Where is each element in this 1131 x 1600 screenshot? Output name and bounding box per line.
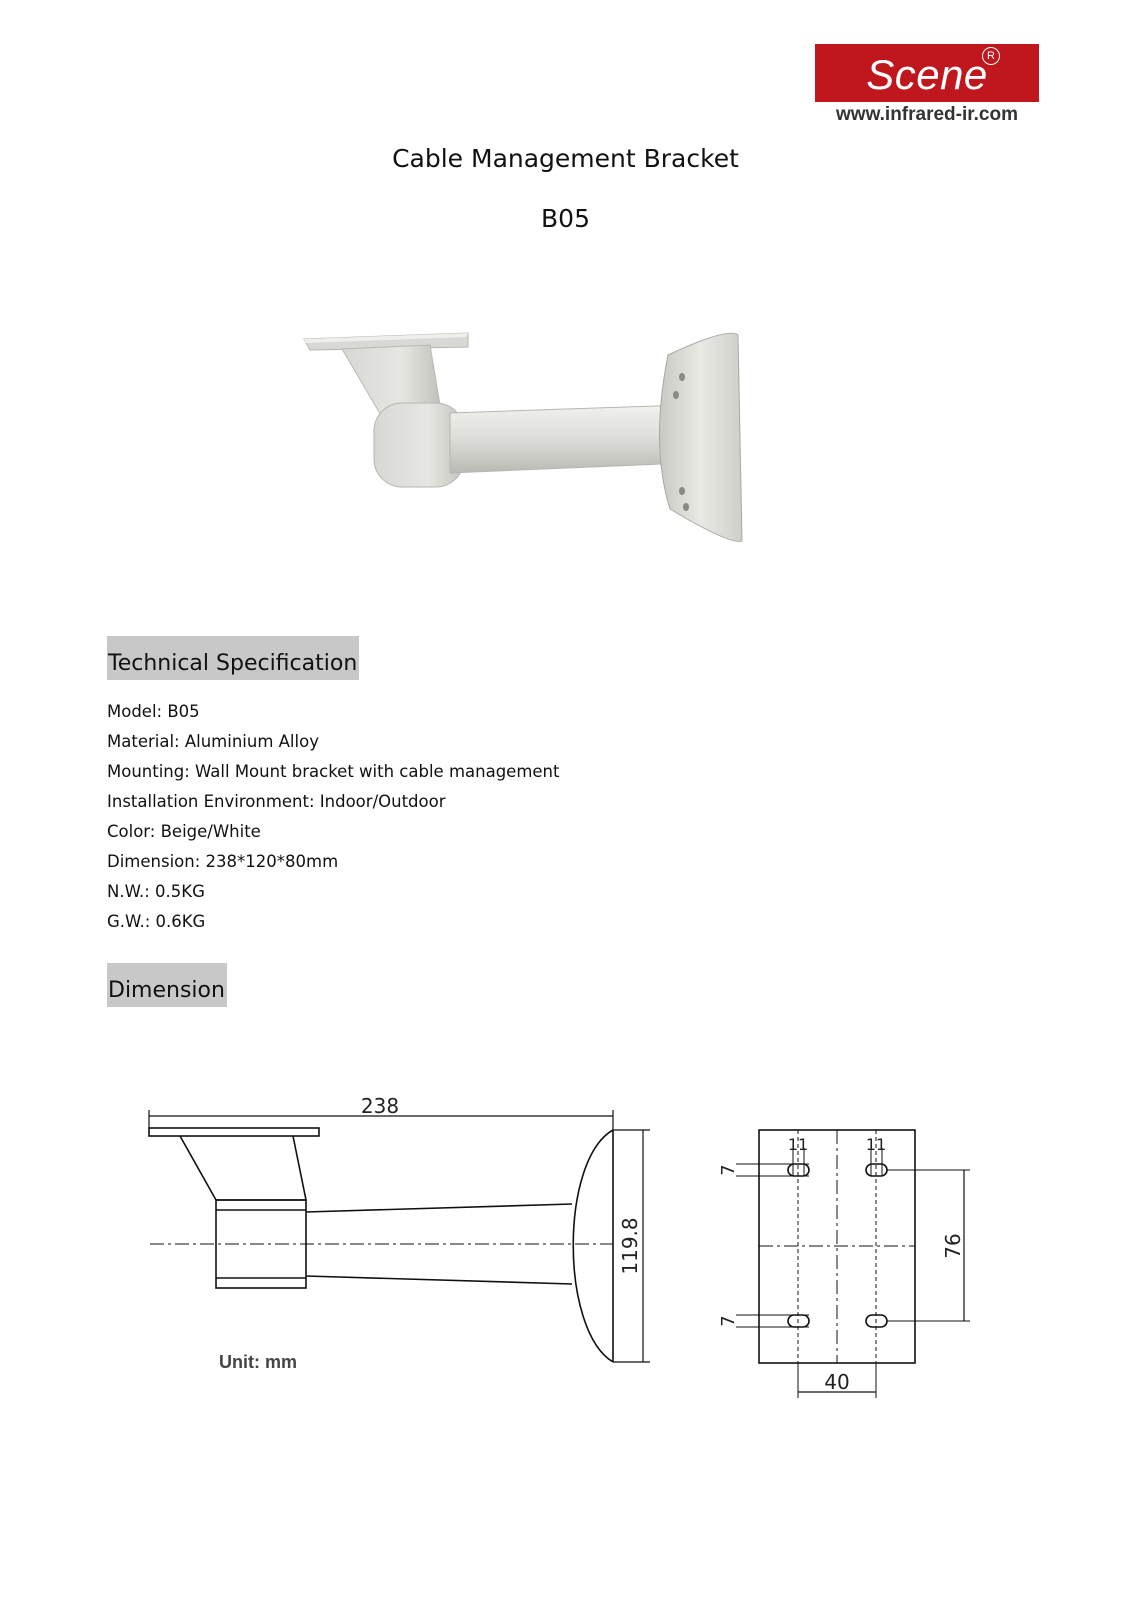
spec-net-weight: N.W.: 0.5KG (107, 882, 205, 901)
spec-dimension: Dimension: 238*120*80mm (107, 852, 339, 871)
dim-length: 238 (360, 1094, 400, 1118)
dimension-drawing (0, 1060, 1131, 1420)
registered-mark-icon: R (982, 47, 1000, 65)
dim-hole-spacing-vertical: 76 (941, 1233, 965, 1259)
brand-logo (815, 44, 1039, 102)
side-wall-plate (573, 1130, 613, 1362)
side-neck (180, 1136, 306, 1200)
spec-section-header: Technical Specification (107, 636, 359, 680)
dim-hole-offset-top: 7 (718, 1164, 739, 1176)
dim-hole-offset-bottom: 7 (718, 1315, 739, 1327)
side-top-plate (149, 1128, 319, 1136)
spec-model: Model: B05 (107, 702, 200, 721)
spec-environment: Installation Environment: Indoor/Outdoor (107, 792, 446, 811)
product-photo (290, 325, 770, 565)
dimension-section-header: Dimension (107, 963, 227, 1007)
spec-list (107, 697, 559, 937)
spec-material: Material: Aluminium Alloy (107, 732, 319, 751)
spec-mounting: Mounting: Wall Mount bracket with cable management (107, 762, 560, 781)
spec-gross-weight: G.W.: 0.6KG (107, 912, 206, 931)
logo-text: Scene (866, 51, 988, 98)
unit-label: Unit: mm (219, 1352, 297, 1372)
page-title: Cable Management Bracket (392, 144, 739, 173)
dim-hole-size-left: 11 (787, 1135, 809, 1154)
dim-hole-spacing-horizontal: 40 (824, 1370, 850, 1394)
dim-hole-size-right: 11 (865, 1135, 887, 1154)
model-title: B05 (541, 204, 590, 233)
website-url: www.infrared-ir.com (836, 104, 1018, 125)
dim-height: 119.8 (618, 1217, 642, 1275)
spec-color: Color: Beige/White (107, 822, 261, 841)
side-arm-bottom (306, 1276, 572, 1284)
side-arm-top (306, 1204, 572, 1212)
